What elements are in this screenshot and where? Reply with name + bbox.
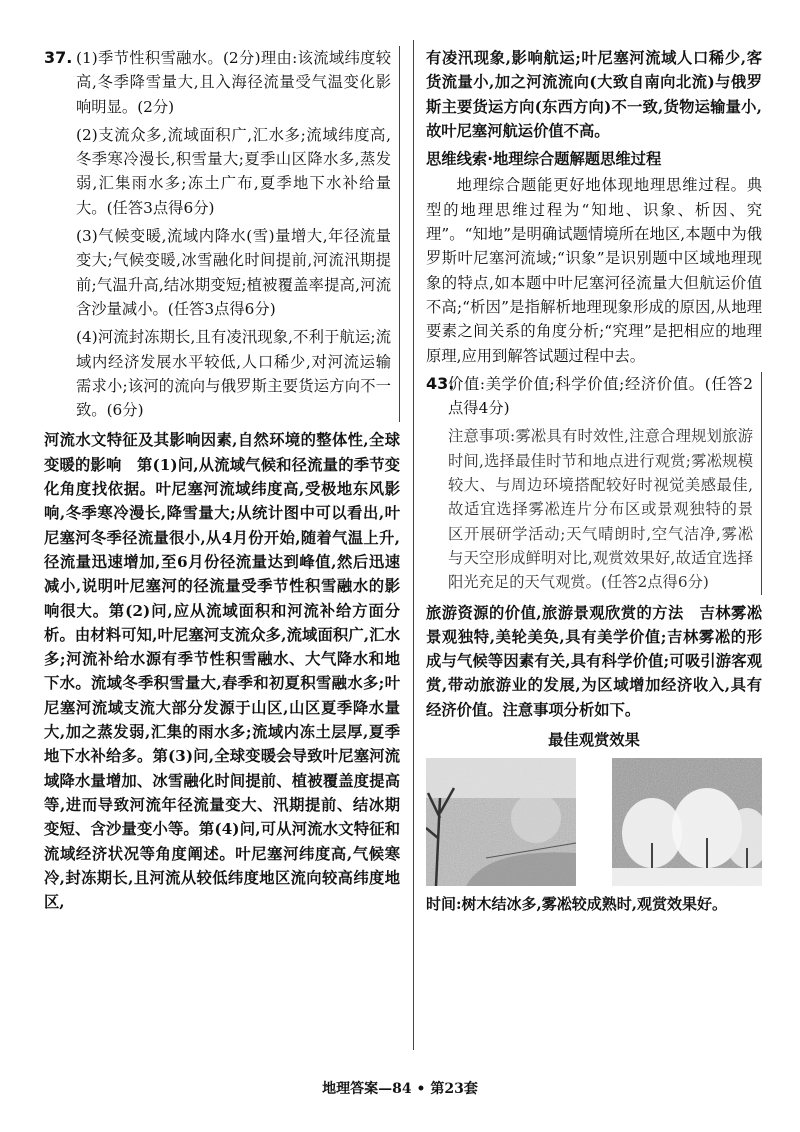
- q37-number: 37.: [44, 48, 73, 67]
- figure-title: 最佳观赏效果: [548, 731, 640, 750]
- rime-photos: [426, 758, 762, 886]
- q43-number: 43.: [426, 373, 455, 393]
- q37-answer-1: [44, 46, 391, 119]
- q37-answer-4: (4)河流封冻期长,且有凌汛现象,不利于航运;流域内经济发展水平较低,人口稀少,对河流运输需求小;该河的流向与俄罗斯主要货运方向不一致。(6分): [76, 328, 391, 420]
- left-column: [44, 46, 400, 918]
- q37-analysis-continued: 有凌汛现象,影响航运;叶尼塞河流域人口稀少,客货流量小,加之河流流向(大致自南向北流)与俄罗斯主要货运方向(东西方向)不一致,货物运输量小,故叶尼塞河航运价值不高。: [426, 49, 762, 140]
- q43-answer-1: [426, 372, 753, 421]
- rime-photo-right: [612, 758, 762, 886]
- q37-analysis: 河流水文特征及其影响因素,自然环境的整体性,全球变暖的影响 第(1)问,从流域气候和径流量的季节变化角度找依据。叶尼塞河流域纬度高,受极地东风影响,冬季寒冷漫长,降雪量大;从统计图中可以看出,叶尼塞河冬季径流量很小,从4月份开始,随着气温上升,径流量迅速增加,至6月份径流量达到峰值,然后迅速减小,说明叶尼塞河的径流量受季节性积雪融水的影响很大。第(2)问,应从流域面积和河流补给方面分析。由材料可知,叶尼塞河支流众多,流域面积广,汇水多;河流补给水源有季节性积雪融水、大气降水和地下水。流域冬季积雪量大,春季和初夏积雪融水多;叶尼塞河流域支流大部分发源于山区,山区夏季降水量大,加之蒸发弱,汇集的雨水多;流域内冻土层厚,夏季地下水补给多。第(3)问,全球变暖会导致叶尼塞河流域降水量增加、冰雪融化时间提前、植被覆盖度提高等,进而导致河流年径流量变大、汛期提前、结冰期变短、含沙量变小等。第(4)问,可从河流水文特征和流域经济状况等角度阐述。叶尼塞河纬度高,气候寒冷,封冻期长,且河流从较低纬度地区流向较高纬度地区,: [44, 431, 400, 912]
- q37-answer-3: (3)气候变暖,流域内降水(雪)量增大,年径流量变大;气候变暖,冰雪融化时间提前,河流汛期提前;气温升高,结冰期变短;植被覆盖率提高,河流含沙量减小。(任答3点得6分): [76, 227, 391, 318]
- thinking-section-body: 地理综合题能更好地体现地理思维过程。典型的地理思维过程为“知地、识象、析因、究理”。“知地”是明确试题情境所在地区,本题中为俄罗斯叶尼塞河流域;“识象”是识别题中区域地理现象的特点,如本题中叶尼塞河径流量大但航运价值不高;“析因”是指解析地理现象形成的原因,从地理要素之间关系的角度分析;“究理”是把相应的地理原理,应用到解答试题过程中去。: [426, 176, 762, 365]
- q43-answer-2: 注意事项:雾凇具有时效性,注意合理规划旅游时间,选择最佳时节和地点进行观赏;雾凇规模较大、与周边环境搭配较好时视觉美感最佳,故适宜选择雾凇连片分布区或景观独特的景区开展研学活动;天气晴朗时,空气洁净,雾凇与天空形成鲜明对比,观赏效果好,故适宜选择阳光充足的天气观赏。(任答2点得6分): [448, 427, 753, 592]
- q43-answer-box: [426, 372, 762, 595]
- right-column: [426, 46, 762, 917]
- q43-analysis: 旅游资源的价值,旅游景观欣赏的方法 吉林雾凇景观独特,美轮美奂,具有美学价值;吉林雾凇的形成与气候等因素有关,具有科学价值;可吸引游客观赏,带动旅游业的发展,为区域增加经济收入,具有经济价值。注意事项分析如下。: [426, 603, 762, 719]
- column-divider: [413, 40, 414, 1050]
- page-footer: 地理答案—84 • 第23套: [322, 1081, 478, 1097]
- q37-answer-2: (2)支流众多,流域面积广,汇水多;流域纬度高,冬季寒冷漫长,积雪量大;夏季山区降水多,蒸发弱,汇集雨水多;冻土广布,夏季地下水补给量大。(任答3点得6分): [76, 125, 391, 217]
- q37-answer-box: [44, 46, 400, 422]
- figure-caption: 时间:树木结冰多,雾凇较成熟时,观赏效果好。: [426, 895, 727, 914]
- q37-answer-1-text: (1)季节性积雪融水。(2分)理由:该流域纬度较高,冬季降雪量大,且入海径流量受气温变化影响明显。(2分): [76, 49, 391, 116]
- rime-photo-left: [426, 758, 576, 886]
- thinking-section-title: 思维线索·地理综合题解题思维过程: [426, 150, 662, 169]
- q43-answer-1-text: 价值:美学价值;科学价值;经济价值。(任答2点得4分): [448, 374, 753, 418]
